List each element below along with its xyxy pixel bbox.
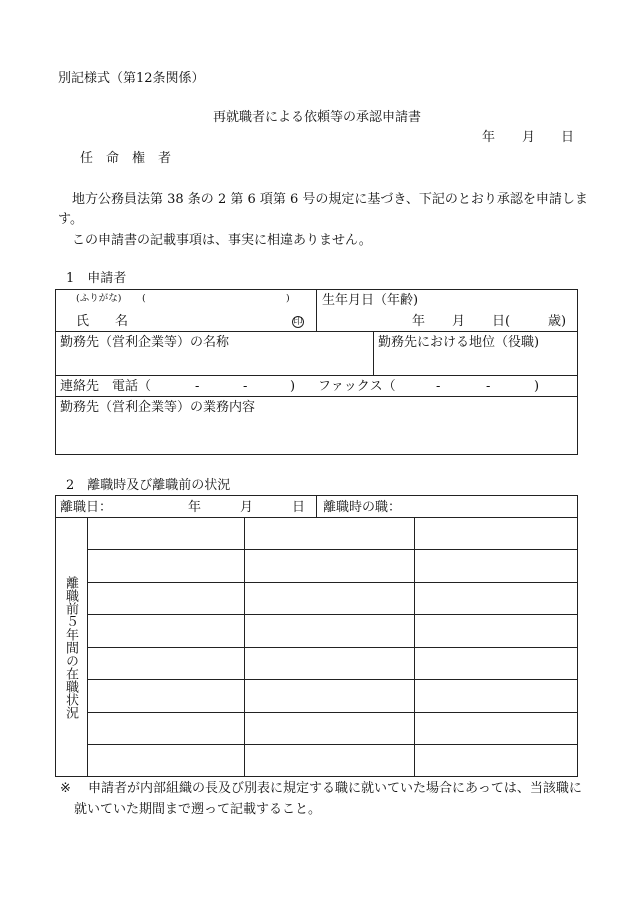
phone-field[interactable] (152, 378, 288, 394)
addressee: 任 命 権 者 (80, 151, 172, 166)
retire-day-label: 日 (292, 500, 306, 515)
date-month-label: 月 (522, 130, 536, 145)
phone-dash-1: - (195, 379, 200, 394)
phone-dash-2: - (243, 379, 248, 394)
employer-position-label: 勤務先における地位（役職) (378, 335, 540, 350)
employer-position-field[interactable] (376, 352, 574, 372)
section-1-heading: 1 申請者 (66, 271, 127, 286)
birth-year-label: 年 (412, 314, 426, 329)
employer-name-field[interactable] (58, 352, 370, 372)
retire-date-label: 離職日： (60, 500, 113, 515)
intro-line-2: この申請書の記載事項は、事実に相違ありません。 (72, 233, 372, 248)
fax-close-paren: ) (534, 379, 540, 394)
birth-age-label: 歳) (548, 314, 567, 329)
name-field[interactable] (140, 311, 285, 327)
retire-post-field[interactable] (400, 498, 574, 514)
birth-label: 生年月日（年齢) (322, 293, 419, 308)
employer-name-label: 勤務先（営利企業等）の名称 (60, 335, 230, 350)
retire-post-label: 離職時の職： (323, 500, 402, 515)
intro-line-1-cont: す。 (58, 212, 83, 227)
furigana-label: (ふりがな) (76, 293, 122, 304)
document-title: 再就職者による依頼等の承認申請書 (213, 110, 422, 125)
fax-label: ファックス（ (318, 379, 396, 394)
birth-month-label: 月 (452, 314, 466, 329)
form-number: 別記様式（第12条関係） (58, 71, 205, 86)
footnote-line-1: 申請者が内部組織の長及び別表に規定する職に就いていた場合にあっては、当該職に (88, 781, 582, 796)
seal-icon: 印 (293, 317, 303, 327)
footnote-line-2: 就いていた期間まで遡って記載すること。 (74, 802, 322, 817)
footnote-mark: ※ (60, 781, 71, 796)
history-cell[interactable] (246, 519, 412, 547)
history-cell[interactable] (416, 519, 576, 547)
date-day-label: 日 (561, 130, 575, 145)
furigana-open-paren: ( (142, 293, 146, 304)
furigana-field[interactable] (150, 291, 282, 305)
five-year-history-label: 離職前５年間の在職状況 (63, 576, 78, 719)
business-content-field[interactable] (58, 418, 574, 452)
name-label: 氏 名 (76, 314, 129, 329)
retire-month-label: 月 (240, 500, 254, 515)
history-cell[interactable] (89, 519, 242, 547)
furigana-close-paren: ) (286, 293, 290, 304)
birth-day-label: 日( (492, 314, 511, 329)
section-2-heading: 2 離職時及び離職前の状況 (66, 478, 231, 493)
fax-field[interactable] (400, 378, 532, 394)
contact-phone-label: 連絡先 電話（ (60, 379, 152, 394)
phone-close-paren: ) (290, 379, 296, 394)
fax-dash-2: - (486, 379, 491, 394)
intro-line-1: 地方公務員法第 38 条の 2 第 6 項第 6 号の規定に基づき、下記のとおり承認を申請しま (72, 192, 588, 207)
fax-dash-1: - (436, 379, 441, 394)
date-year-label: 年 (482, 130, 496, 145)
retire-year-label: 年 (188, 500, 202, 515)
business-content-label: 勤務先（営利企業等）の業務内容 (60, 400, 256, 415)
